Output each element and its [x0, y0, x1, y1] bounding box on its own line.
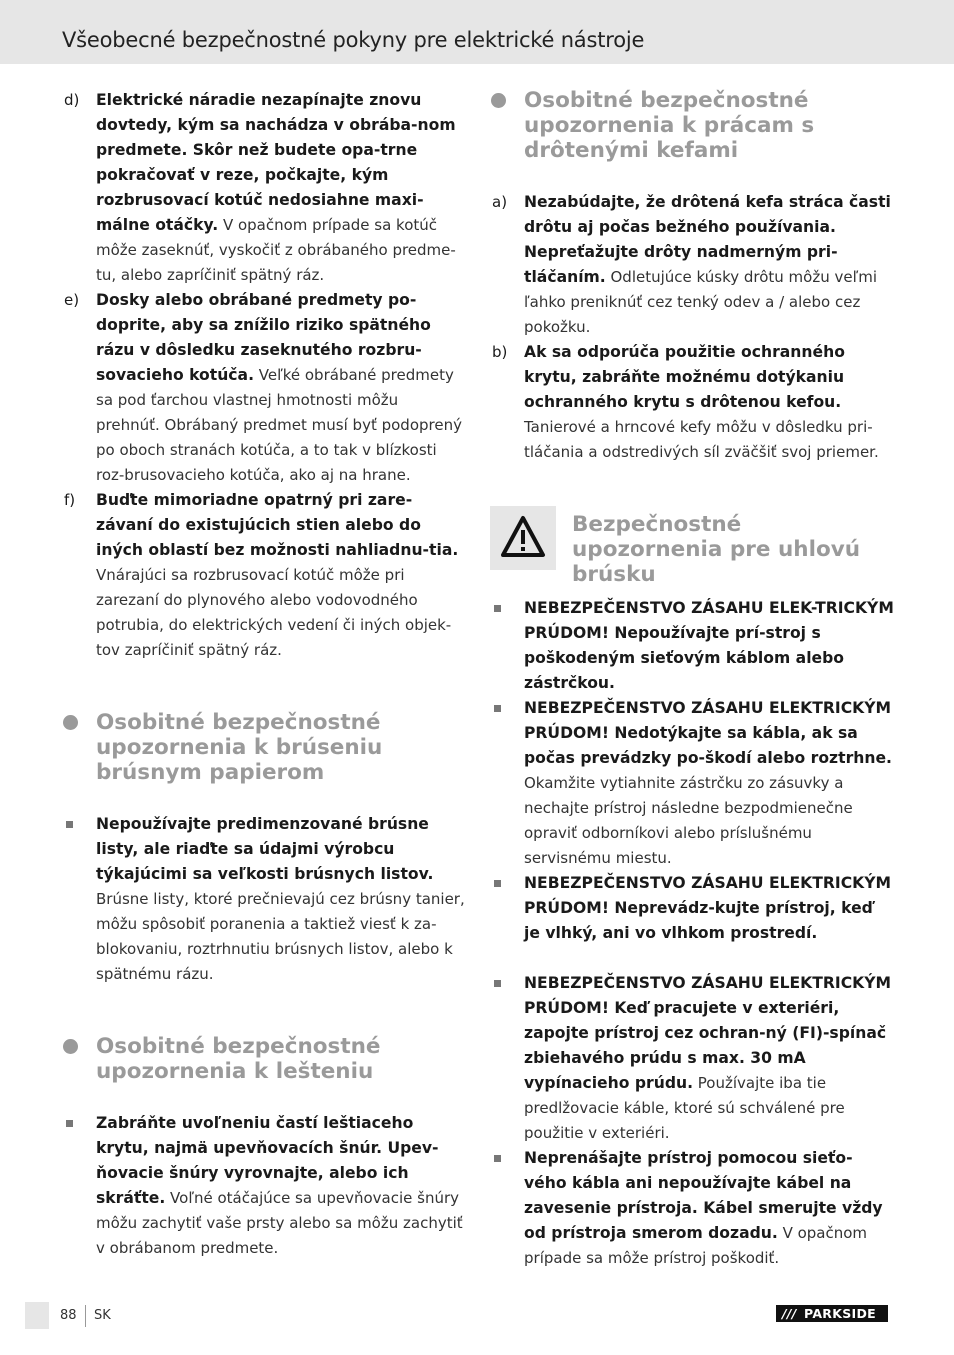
language-code: SK: [94, 1308, 111, 1323]
square-bullet-icon: [494, 605, 501, 612]
footer-tab: [25, 1302, 49, 1329]
item-bold-text: Ak sa odporúča použitie ochranného krytu, zabráňte možnému dotýkaniu ochranného krytu s drôtenou kefou.: [524, 343, 845, 411]
logo-stripes: ///: [782, 1306, 797, 1321]
item-text: Odletujúce kúsky drôtu môžu veľmi ľahko preniknúť cez tenký odev a / alebo cez pokožku.: [524, 268, 878, 336]
right-column: [490, 88, 894, 1271]
bullet-icon: [63, 715, 78, 730]
section-heading: [62, 1034, 466, 1111]
item-bold-text: Dosky alebo obrábané predmety po-doprite, aby sa znížilo riziko spätného rázu v dôsledku zaseknutého rozbru-sovacieho kotúča.: [96, 291, 431, 384]
warning-triangle-icon: [490, 506, 556, 570]
item-marker: f): [64, 491, 76, 509]
section-heading: [490, 88, 894, 190]
list-item: [490, 596, 894, 696]
square-bullet-icon: [66, 821, 73, 828]
item-bold-text: NEBEZPEČENSTVO ZÁSAHU ELEKTRICKÝM PRÚDOM! Keď pracujete v exteriéri, zapojte prístroj cez ochran-ný (FI)-spínač zbiehavého prúdu s max. 30 mA vypínacieho prúdu.: [524, 974, 892, 1092]
section-title: Bezpečnostné upozornenia pre uhlovú brúsku: [572, 512, 861, 587]
item-text: Voľné otáčajúce sa upevňovacie šnúry môžu zachytiť vaše prsty alebo sa môžu zachytiť v obrábanom predmete.: [96, 1189, 463, 1257]
page-header: [0, 0, 954, 64]
section-heading: [62, 710, 466, 812]
item-text: Veľké obrábané predmety sa pod ťarchou vlastnej hmotnosti môžu prehnúť. Obrábaný predmet musí byť podoprený po oboch stranách kotúča, a to tak v blízkosti roz-brusovacieho kotúča, ako aj na hrane.: [96, 366, 462, 484]
logo-text: PARKSIDE: [804, 1306, 876, 1321]
list-item: [490, 190, 894, 340]
section-title: Osobitné bezpečnostné upozornenia k brúseniu brúsnym papierom: [96, 710, 383, 785]
item-marker: d): [64, 91, 80, 109]
list-item: [62, 1111, 466, 1261]
list-item: [62, 288, 466, 488]
list-item: [62, 488, 466, 710]
list-item: [490, 696, 894, 871]
item-bold-text: Nepoužívajte predimenzované brúsne listy, ale riaďte sa údajmi výrobcu týkajúcimi sa veľkosti brúsnych listov.: [96, 815, 434, 883]
list-item: [490, 340, 894, 506]
section-title: Osobitné bezpečnostné upozornenia k prácam s drôtenými kefami: [524, 88, 815, 163]
square-bullet-icon: [494, 880, 501, 887]
bullet-icon: [491, 93, 506, 108]
item-bold-text: Elektrické náradie nezapínajte znovu dovtedy, kým sa nachádza v obrába-nom predmete. Skôr než budete opa-trne pokračovať v reze, počkajte, kým rozbrusovací kotúč nedosiahne maxi-málne otáčky.: [96, 91, 456, 234]
item-marker: a): [492, 193, 508, 211]
footer-divider: [85, 1305, 86, 1327]
list-item: [490, 1146, 894, 1271]
item-bold-text: Zabráňte uvoľneniu častí leštiaceho krytu, najmä upevňovacích šnúr. Upev-ňovacie šnúry vyrovnajte, alebo ich skráťte.: [96, 1114, 439, 1207]
left-column: [62, 88, 466, 1261]
item-bold-text: NEBEZPEČENSTVO ZÁSAHU ELEK-TRICKÝM PRÚDOM! Nepoužívajte prí-stroj s poškodeným sieťovým káblom alebo zástrčkou.: [524, 599, 894, 692]
page-number: 88: [60, 1308, 77, 1323]
item-bold-text: NEBEZPEČENSTVO ZÁSAHU ELEKTRICKÝM PRÚDOM! Neprevádz-kujte prístroj, keď je vlhký, ani vo vlhkom prostredí.: [524, 874, 892, 942]
item-text: Tanierové a hrncové kefy môžu v dôsledku pri-tláčania a odstredivých síl zväčšiť svoj priemer.: [524, 418, 879, 461]
warning-box: [490, 506, 556, 570]
brand-logo: [776, 1305, 888, 1322]
bullet-icon: [63, 1039, 78, 1054]
item-bold-text: NEBEZPEČENSTVO ZÁSAHU ELEKTRICKÝM PRÚDOM! Nedotýkajte sa kábla, ak sa počas prevádzky po-škodí alebo roztrhne.: [524, 699, 892, 767]
item-text: Vnárajúci sa rozbrusovací kotúč môže pri zarezaní do plynového alebo vodovodného potrubia, do elektrických vedení či iných objek-tov zapríčiniť spätný ráz.: [96, 566, 452, 659]
item-bold-text: Neprenášajte prístroj pomocou sieťo-vého kábla ani nepoužívajte kábel na zavesenie prístroja. Kábel smerujte vždy od prístroja smerom dozadu.: [524, 1149, 883, 1242]
item-text: Používajte iba tie predlžovacie káble, ktoré sú schválené pre použitie v exteriéri.: [524, 1074, 845, 1142]
square-bullet-icon: [494, 705, 501, 712]
page-title: Všeobecné bezpečnostné pokyny pre elektrické nástroje: [62, 28, 645, 52]
section-title: Osobitné bezpečnostné upozornenia k lešteniu: [96, 1034, 381, 1084]
item-text: Brúsne listy, ktoré prečnievajú cez brúsny tanier, môžu spôsobiť poranenia a taktiež viesť k za-blokovaniu, roztrhnutiu brúsnych listov, alebo k spätnému rázu.: [96, 890, 465, 983]
warning-heading: [490, 506, 894, 596]
item-marker: b): [492, 343, 508, 361]
list-item: [490, 871, 894, 971]
item-bold-text: Buďte mimoriadne opatrný pri zare-závaní do existujúcich stien alebo do iných oblastí bez možnosti nahliadnu-tia.: [96, 491, 459, 559]
item-marker: e): [64, 291, 80, 309]
item-text: V opačnom prípade sa kotúč môže zaseknúť, vyskočiť z obrábaného predme-tu, alebo zapríčiniť spätný ráz.: [96, 216, 456, 284]
item-text: V opačnom prípade sa môže prístroj poškodiť.: [524, 1224, 868, 1267]
square-bullet-icon: [494, 980, 501, 987]
square-bullet-icon: [494, 1155, 501, 1162]
item-text: Okamžite vytiahnite zástrčku zo zásuvky a nechajte prístroj následne bezpodmienečne opraviť odborníkovi alebo príslušnému servisnému miestu.: [524, 774, 853, 867]
item-bold-text: Nezabúdajte, že drôtená kefa stráca časti drôtu aj počas bežného používania. Nepreťažujte drôty nadmerným pri-tláčaním.: [524, 193, 891, 286]
square-bullet-icon: [66, 1120, 73, 1127]
list-item: [62, 812, 466, 1034]
list-item: [490, 971, 894, 1146]
list-item: [62, 88, 466, 288]
